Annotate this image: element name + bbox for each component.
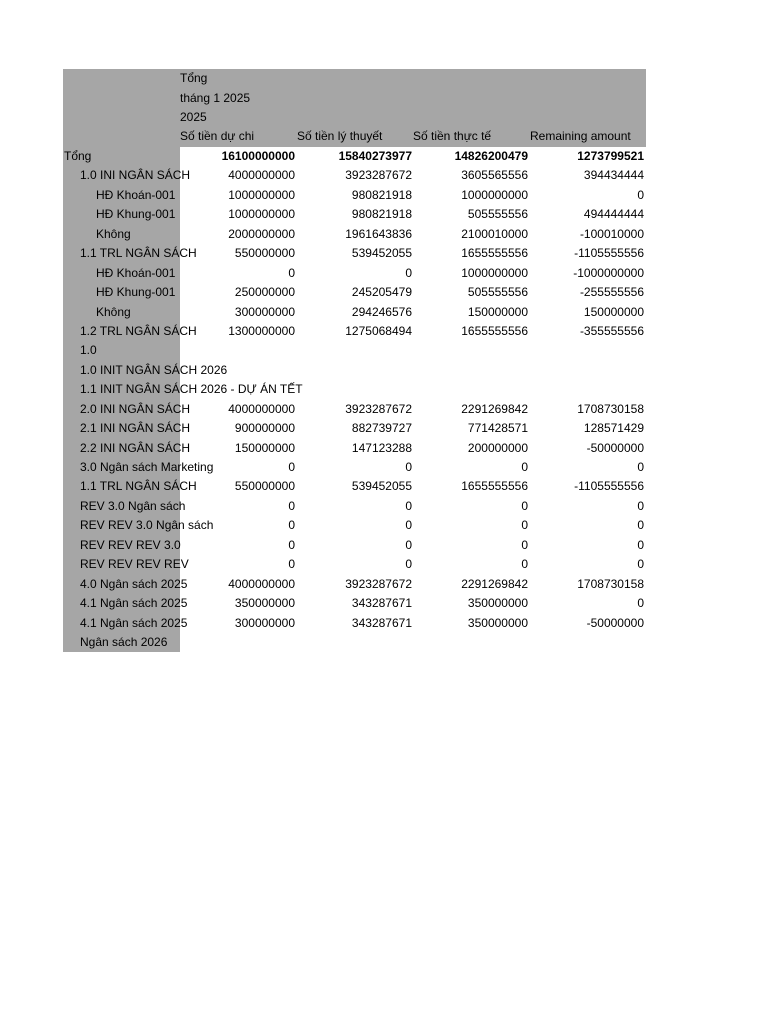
value-cell[interactable]: 150000000	[583, 304, 644, 319]
value-cell[interactable]: 0	[288, 537, 295, 552]
row-label[interactable]: Không	[96, 304, 131, 319]
value-cell[interactable]: 0	[637, 187, 644, 202]
value-cell[interactable]: 150000000	[234, 440, 295, 455]
value-cell[interactable]: 4000000000	[228, 576, 295, 591]
row-label[interactable]: Ngân sách 2026	[80, 634, 168, 649]
value-cell[interactable]: 539452055	[351, 479, 412, 494]
row-label[interactable]: 1.1 INIT NGÂN SÁCH 2026 - DỰ ÁN TẾT	[80, 382, 303, 397]
value-cell[interactable]: 0	[405, 460, 412, 474]
row-label[interactable]: HĐ Khoán-001	[96, 265, 176, 280]
value-cell[interactable]: 394434444	[583, 168, 644, 183]
value-cell[interactable]: 0	[521, 498, 528, 513]
row-label[interactable]: REV REV REV 3.0	[80, 537, 181, 552]
value-cell[interactable]: 980821918	[351, 187, 412, 202]
value-cell[interactable]: 0	[288, 460, 295, 474]
header-title-line3: 2025	[180, 110, 207, 124]
table-row[interactable]	[63, 147, 646, 166]
column-header-theoretical[interactable]: Số tiền lý thuyết	[297, 129, 383, 143]
row-label[interactable]: 2.0 INI NGÂN SÁCH	[80, 401, 191, 416]
value-cell[interactable]: 300000000	[234, 304, 295, 319]
value-cell[interactable]: -100010000	[579, 226, 644, 241]
value-cell[interactable]: 0	[405, 265, 412, 280]
value-cell[interactable]: 505555556	[467, 207, 528, 222]
table-row[interactable]	[63, 264, 646, 283]
value-cell[interactable]: 0	[521, 460, 528, 474]
table-row[interactable]	[63, 536, 646, 555]
value-cell[interactable]: -1105555556	[574, 479, 644, 494]
value-cell[interactable]: 294246576	[351, 304, 412, 319]
row-label[interactable]: 1.1 TRL NGÂN SÁCH	[80, 246, 197, 261]
row-label[interactable]: 3.0 Ngân sách Marketing	[80, 460, 214, 474]
table-row[interactable]	[63, 575, 646, 594]
value-cell[interactable]: -50000000	[586, 440, 644, 455]
table-row[interactable]	[63, 555, 646, 574]
row-label[interactable]: REV REV REV REV	[80, 557, 189, 572]
value-cell[interactable]: 0	[637, 596, 644, 611]
table-row[interactable]	[63, 458, 646, 477]
value-cell[interactable]: 1655555556	[461, 479, 528, 494]
value-cell[interactable]: 0	[405, 518, 412, 533]
table-row[interactable]	[63, 166, 646, 185]
column-header-remaining[interactable]: Remaining amount	[530, 129, 631, 143]
value-cell[interactable]: 1273799521	[577, 149, 644, 163]
row-label[interactable]: 1.0 INI NGÂN SÁCH	[80, 168, 191, 183]
row-label[interactable]: 4.1 Ngân sách 2025	[80, 596, 188, 611]
value-cell[interactable]: 350000000	[234, 596, 295, 611]
value-cell[interactable]: 882739727	[351, 421, 412, 436]
value-cell[interactable]: 494444444	[583, 207, 644, 222]
value-cell[interactable]: -1000000000	[573, 265, 644, 280]
table-row[interactable]	[63, 244, 646, 263]
value-cell[interactable]: 1655555556	[461, 246, 528, 261]
value-cell[interactable]: 0	[637, 518, 644, 533]
row-label[interactable]: HĐ Khung-001	[96, 207, 176, 222]
value-cell[interactable]: 550000000	[234, 479, 295, 494]
value-cell[interactable]: 0	[637, 460, 644, 474]
value-cell[interactable]: 3923287672	[345, 401, 412, 416]
pivot-body	[63, 147, 646, 652]
value-cell[interactable]: 0	[288, 498, 295, 513]
value-cell[interactable]: 4000000000	[228, 401, 295, 416]
value-cell[interactable]: 1000000000	[228, 187, 295, 202]
row-label[interactable]: 1.2 TRL NGÂN SÁCH	[80, 323, 197, 338]
value-cell[interactable]: 1300000000	[228, 323, 295, 338]
table-row[interactable]	[63, 400, 646, 419]
row-label[interactable]: 1.1 TRL NGÂN SÁCH	[80, 479, 197, 494]
value-cell[interactable]: 539452055	[351, 246, 412, 261]
value-cell[interactable]: 1000000000	[461, 265, 528, 280]
table-row[interactable]	[63, 361, 646, 380]
column-header-actual[interactable]: Số tiền thực tế	[413, 129, 492, 143]
value-cell[interactable]: 16100000000	[221, 149, 295, 163]
table-row[interactable]	[63, 205, 646, 224]
pivot-header	[63, 69, 646, 147]
value-cell[interactable]: 2291269842	[461, 401, 528, 416]
table-row[interactable]	[63, 633, 646, 652]
row-label[interactable]: HĐ Khung-001	[96, 285, 176, 300]
value-cell[interactable]: 1000000000	[228, 207, 295, 222]
value-cell[interactable]: 0	[521, 518, 528, 533]
row-label[interactable]: 1.0 INIT NGÂN SÁCH 2026	[80, 362, 228, 377]
row-label[interactable]: 2.1 INI NGÂN SÁCH	[80, 421, 191, 436]
value-cell[interactable]: 15840273977	[338, 149, 412, 163]
value-cell[interactable]: 128571429	[583, 421, 644, 436]
value-cell[interactable]: 4000000000	[228, 168, 295, 183]
value-cell[interactable]: 1708730158	[577, 576, 644, 591]
value-cell[interactable]: 0	[637, 537, 644, 552]
value-cell[interactable]: 14826200479	[454, 149, 528, 163]
row-label[interactable]: 4.1 Ngân sách 2025	[80, 615, 188, 630]
value-cell[interactable]: 2100010000	[461, 226, 528, 241]
value-cell[interactable]: 0	[405, 557, 412, 572]
value-cell[interactable]: 1275068494	[345, 323, 412, 338]
value-cell[interactable]: 2291269842	[461, 576, 528, 591]
value-cell[interactable]: 1708730158	[577, 401, 644, 416]
value-cell[interactable]: 300000000	[234, 615, 295, 630]
value-cell[interactable]: 0	[405, 537, 412, 552]
column-header-planned[interactable]: Số tiền dự chi	[180, 129, 255, 143]
value-cell[interactable]: 150000000	[467, 304, 528, 319]
row-label[interactable]: 4.0 Ngân sách 2025	[80, 576, 188, 591]
value-cell[interactable]: 550000000	[234, 246, 295, 261]
table-row[interactable]	[63, 283, 646, 302]
value-cell[interactable]: 980821918	[351, 207, 412, 222]
value-cell[interactable]: 0	[288, 557, 295, 572]
pivot-table	[63, 69, 646, 652]
value-cell[interactable]: 3923287672	[345, 168, 412, 183]
value-cell[interactable]: 343287671	[351, 596, 412, 611]
value-cell[interactable]: 200000000	[467, 440, 528, 455]
value-cell[interactable]: 350000000	[467, 615, 528, 630]
value-cell[interactable]: 2000000000	[228, 226, 295, 241]
table-row[interactable]	[63, 594, 646, 613]
value-cell[interactable]: 350000000	[467, 596, 528, 611]
value-cell[interactable]: 1655555556	[461, 323, 528, 338]
value-cell[interactable]: 0	[288, 265, 295, 280]
value-cell[interactable]: 250000000	[234, 285, 295, 300]
value-cell[interactable]: 0	[637, 498, 644, 513]
value-cell[interactable]: -50000000	[586, 615, 644, 630]
table-row[interactable]	[63, 497, 646, 516]
row-label[interactable]: Tổng	[64, 149, 92, 163]
value-cell[interactable]: 900000000	[234, 421, 295, 436]
table-row[interactable]	[63, 439, 646, 458]
value-cell[interactable]: 0	[521, 537, 528, 552]
table-row[interactable]	[63, 380, 646, 399]
value-cell[interactable]: 0	[637, 557, 644, 572]
row-label[interactable]: REV REV 3.0 Ngân sách	[80, 518, 214, 533]
table-row[interactable]	[63, 341, 646, 360]
row-label[interactable]: 2.2 INI NGÂN SÁCH	[80, 440, 191, 455]
table-row[interactable]	[63, 322, 646, 341]
value-cell[interactable]: 147123288	[351, 440, 412, 455]
value-cell[interactable]: -355555556	[579, 323, 644, 338]
table-row[interactable]	[63, 303, 646, 322]
table-row[interactable]	[63, 477, 646, 496]
row-label[interactable]: HĐ Khoán-001	[96, 187, 176, 202]
value-cell[interactable]: 0	[288, 518, 295, 533]
value-cell[interactable]: -1105555556	[574, 246, 644, 261]
value-cell[interactable]: 1000000000	[461, 187, 528, 202]
value-cell[interactable]: 505555556	[467, 285, 528, 300]
value-cell[interactable]: -255555556	[579, 285, 644, 300]
row-label[interactable]: Không	[96, 226, 131, 241]
table-row[interactable]	[63, 516, 646, 535]
value-cell[interactable]: 3605565556	[461, 168, 528, 183]
value-cell[interactable]: 0	[521, 557, 528, 572]
value-cell[interactable]: 245205479	[351, 285, 412, 300]
header-title-line2: tháng 1 2025	[180, 91, 251, 105]
table-row[interactable]	[63, 186, 646, 205]
table-row[interactable]	[63, 614, 646, 633]
value-cell[interactable]: 0	[405, 498, 412, 513]
value-cell[interactable]: 771428571	[467, 421, 528, 436]
header-title-line1: Tổng	[180, 71, 208, 85]
value-cell[interactable]: 1961643836	[345, 226, 412, 241]
value-cell[interactable]: 343287671	[351, 615, 412, 630]
row-label[interactable]: REV 3.0 Ngân sách	[80, 498, 186, 513]
table-row[interactable]	[63, 419, 646, 438]
row-label[interactable]: 1.0	[80, 343, 97, 358]
value-cell[interactable]: 3923287672	[345, 576, 412, 591]
table-row[interactable]	[63, 225, 646, 244]
